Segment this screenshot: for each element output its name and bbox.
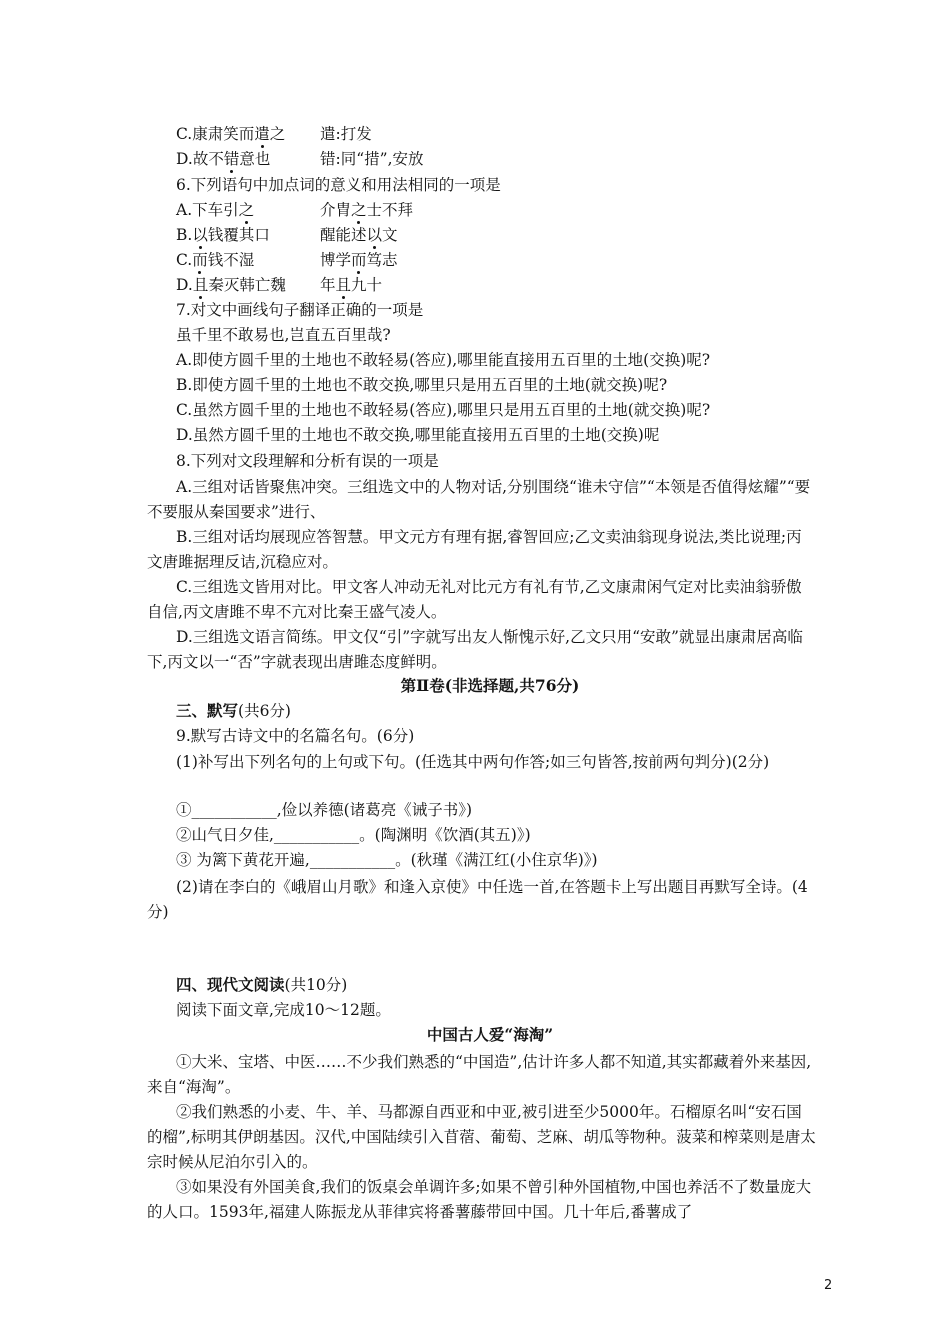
section-4-heading: 四、现代文阅读(共10分) [176,975,348,994]
q8-option-d: D.三组选文语言简练。甲文仅“引”字就写出友人惭愧示好,乙文只用“安敢”就显出康肃居高临下,丙文以一“否”字就表现出唐雎态度鲜明。 [147,628,803,671]
article-paragraph-1: ①大米、宝塔、中医……不少我们熟悉的“中国造”,估计许多人都不知道,其实都藏着外来基因,来自“海淘”。 [147,1053,812,1096]
reading-instruction: 阅读下面文章,完成10～12题。 [176,1001,391,1019]
section-3-heading: 三、默写(共6分) [176,701,291,720]
q6-stem: 6.下列语句中加点词的意义和用法相同的一项是 [176,176,501,194]
q9-item-3: ③ 为篱下黄花开遍,___________。(秋瑾《满江红(小住京华)》) [176,851,598,869]
q5-option-c: C.康肃笑而遣之 遣:打发 [176,125,372,143]
q8-stem: 8.下列对文段理解和分析有误的一项是 [176,452,439,470]
q8-option-a: A.三组对话皆聚焦冲突。三组选文中的人物对话,分别围绕“谁未守信”“本领是否值得炫耀”“要不要服从秦国要求”进行、 [147,478,811,521]
q9-item-2: ②山气日夕佳,___________。(陶渊明《饮酒(其五)》) [176,826,531,844]
article-paragraph-2: ②我们熟悉的小麦、牛、羊、马都源自西亚和中亚,被引进至少5000年。石榴原名叫“安石国的榴”,标明其伊朗基因。汉代,中国陆续引入苜蓿、葡萄、芝麻、胡瓜等物种。菠菜和榨菜则是唐太宗时候从尼泊尔引入的。 [147,1103,816,1171]
q9-part-2: (2)请在李白的《峨眉山月歌》和逢入京使》中任选一首,在答题卡上写出题目再默写全诗。(4分) [147,878,808,921]
article-paragraph-3: ③如果没有外国美食,我们的饭桌会单调许多;如果不曾引种外国植物,中国也养活不了数量庞大的人口。1593年,福建人陈振龙从菲律宾将番薯藤带回中国。几十年后,番薯成了 [147,1178,812,1221]
q7-option-b: B.即使方圆千里的土地也不敢交换,哪里只是用五百里的土地(就交换)呢? [176,376,668,394]
q6-option-a: A.下车引之 介胄之士不拜 [176,201,414,219]
q6-option-c: C.而钱不湿 博学而笃志 [176,251,398,269]
q9-item-1: ①___________,俭以养德(诸葛亮《诫子书》) [176,801,473,819]
volume-2-heading: 第Ⅱ卷(非选择题,共76分) [400,676,580,695]
article-title: 中国古人爱“海淘” [426,1025,554,1044]
q9-part-1: (1)补写出下列名句的上句或下句。(任选其中两句作答;如三句皆答,按前两句判分)(2分) [176,753,770,771]
q7-option-c: C.虽然方圆千里的土地也不敢轻易(答应),哪里只是用五百里的土地(就交换)呢? [176,401,711,419]
q6-option-b: B.以钱覆其口 醒能述以文 [176,226,398,244]
q7-stem: 7.对文中画线句子翻译正确的一项是 [176,301,424,319]
q8-option-b: B.三组对话均展现应答智慧。甲文元方有理有据,睿智回应;乙文卖油翁现身说法,类比说理;丙文唐雎据理反诘,沉稳应对。 [147,528,802,571]
q9-stem: 9.默写古诗文中的名篇名句。(6分) [176,727,415,745]
page-number: 2 [824,1278,833,1293]
q7-option-d: D.虽然方圆千里的土地也不敢交换,哪里能直接用五百里的土地(交换)呢 [176,426,660,444]
q5-option-d: D.故不错意也 错:同“措”,安放 [176,150,424,168]
q7-option-a: A.即使方圆千里的土地也不敢轻易(答应),哪里能直接用五百里的土地(交换)呢? [176,351,711,369]
q7-quote: 虽千里不敢易也,岂直五百里哉? [176,326,391,344]
q8-option-c: C.三组选文皆用对比。甲文客人冲动无礼对比元方有礼有节,乙文康肃闲气定对比卖油翁骄傲自信,丙文唐雎不卑不亢对比秦王盛气凌人。 [147,578,802,621]
q6-option-d: D.且秦灭韩亡魏 年且九十 [176,276,383,294]
